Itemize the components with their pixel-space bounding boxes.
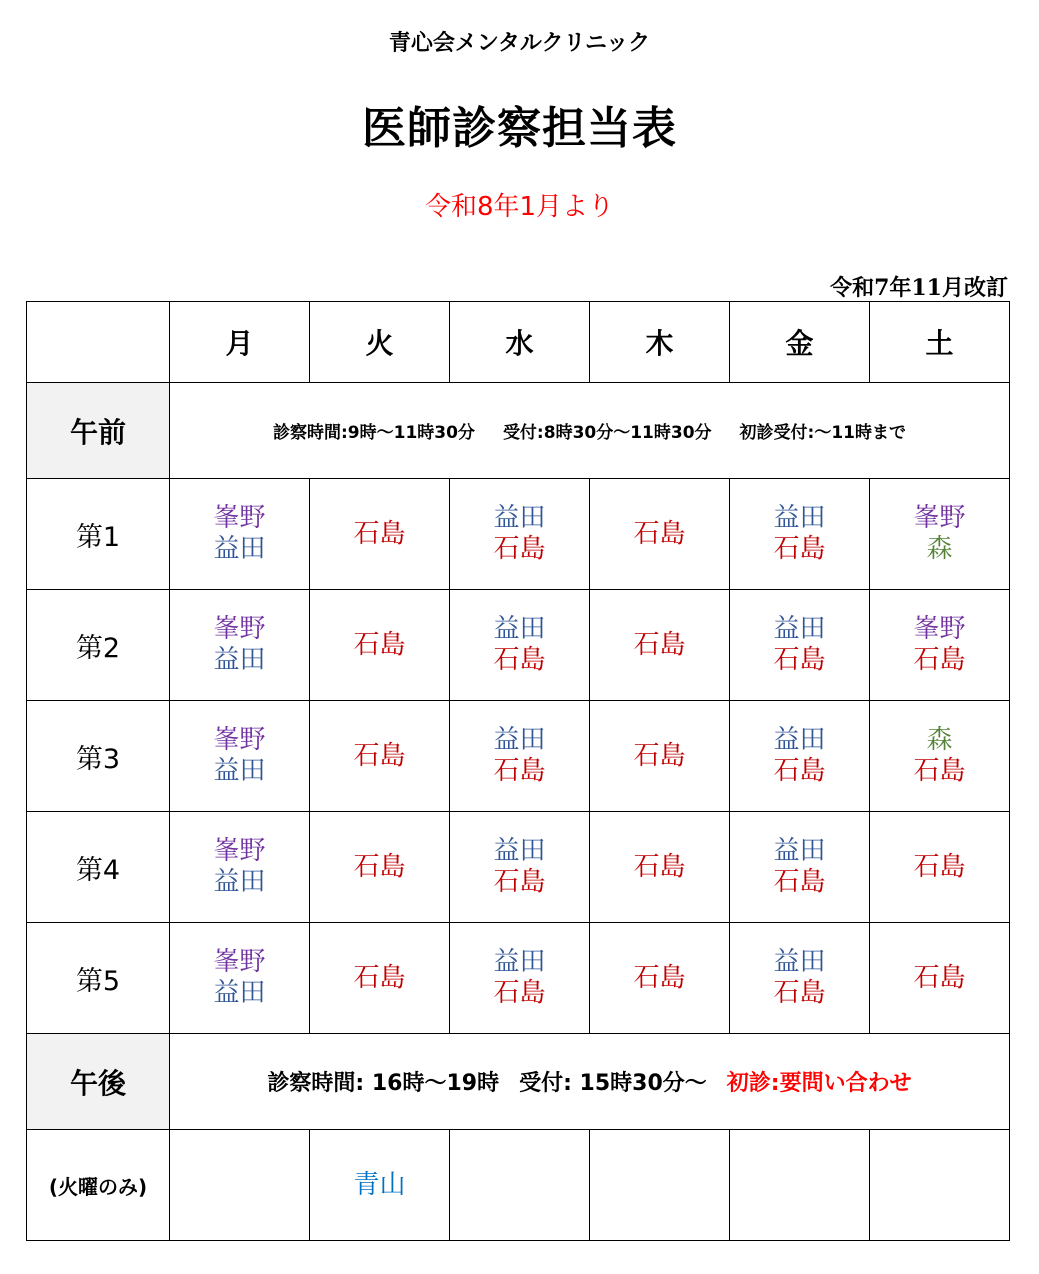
afternoon-new-patient: 初診:要問い合わせ xyxy=(726,1071,912,1096)
schedule-cell-mon xyxy=(170,923,310,1034)
schedule-table xyxy=(26,301,1010,1241)
schedule-cell-sat xyxy=(870,923,1010,1034)
pm-cell-tue xyxy=(310,1130,450,1241)
morning-label: 午前 xyxy=(27,383,170,479)
doctor-name: 石島 xyxy=(633,962,686,993)
doctor-name: 青山 xyxy=(353,1169,406,1200)
week-row xyxy=(27,590,1010,701)
afternoon-label: 午後 xyxy=(27,1034,170,1130)
doctor-name: 益田 xyxy=(213,978,266,1008)
week-row xyxy=(27,701,1010,812)
doctor-name: 石島 xyxy=(353,962,406,993)
week-label: 第3 xyxy=(27,701,170,812)
day-header-tue: 火 xyxy=(310,302,450,383)
week-label: 第4 xyxy=(27,812,170,923)
doctor-name: 石島 xyxy=(353,740,406,771)
doctor-name: 石島 xyxy=(493,756,546,786)
schedule-cell-mon xyxy=(170,479,310,590)
afternoon-reception-hours: 受付: 15時30分〜 xyxy=(519,1071,707,1096)
doctor-name: 石島 xyxy=(633,629,686,660)
afternoon-row xyxy=(27,1034,1010,1130)
schedule-cell-thu xyxy=(590,923,730,1034)
doctor-name: 益田 xyxy=(213,645,266,675)
schedule-cell-fri xyxy=(730,590,870,701)
schedule-cell-mon xyxy=(170,701,310,812)
day-header-fri: 金 xyxy=(730,302,870,383)
day-header-row xyxy=(27,302,1010,383)
schedule-cell-wed xyxy=(450,701,590,812)
effective-date: 令和8年1月より xyxy=(424,192,615,222)
doctor-name: 峯野 xyxy=(213,725,266,755)
revision-date: 令和7年11月改訂 xyxy=(830,275,1008,301)
schedule-cell-wed xyxy=(450,923,590,1034)
day-header-sat: 土 xyxy=(870,302,1010,383)
schedule-cell-sat xyxy=(870,590,1010,701)
doctor-name: 益田 xyxy=(213,534,266,564)
doctor-name: 石島 xyxy=(493,534,546,564)
pm-cell-fri xyxy=(730,1130,870,1241)
morning-new-patient: 初診受付:〜11時まで xyxy=(739,423,907,443)
doctor-name: 石島 xyxy=(913,756,966,786)
doctor-name: 石島 xyxy=(353,629,406,660)
schedule-cell-mon xyxy=(170,812,310,923)
page-title: 医師診察担当表 xyxy=(362,103,677,154)
day-header-mon: 月 xyxy=(170,302,310,383)
doctor-name: 石島 xyxy=(493,645,546,675)
doctor-name: 峯野 xyxy=(213,947,266,977)
doctor-name: 益田 xyxy=(773,836,826,866)
pm-cell-thu xyxy=(590,1130,730,1241)
schedule-cell-thu xyxy=(590,590,730,701)
corner-cell xyxy=(27,302,170,383)
schedule-cell-fri xyxy=(730,479,870,590)
schedule-cell-fri xyxy=(730,923,870,1034)
doctor-name: 益田 xyxy=(493,836,546,866)
doctor-name: 石島 xyxy=(353,851,406,882)
schedule-cell-thu xyxy=(590,701,730,812)
schedule-cell-wed xyxy=(450,479,590,590)
doctor-name: 森 xyxy=(926,725,953,755)
doctor-name: 益田 xyxy=(213,867,266,897)
schedule-cell-fri xyxy=(730,812,870,923)
doctor-name: 石島 xyxy=(493,867,546,897)
pm-cell-mon xyxy=(170,1130,310,1241)
schedule-cell-thu xyxy=(590,479,730,590)
pm-cell-wed xyxy=(450,1130,590,1241)
day-header-thu: 木 xyxy=(590,302,730,383)
doctor-name: 石島 xyxy=(773,534,826,564)
day-header-wed: 水 xyxy=(450,302,590,383)
morning-reception-hours: 受付:8時30分〜11時30分 xyxy=(502,423,712,443)
morning-row xyxy=(27,383,1010,479)
week-row xyxy=(27,923,1010,1034)
week-label: 第5 xyxy=(27,923,170,1034)
schedule-cell-tue xyxy=(310,701,450,812)
schedule-cell-sat xyxy=(870,479,1010,590)
doctor-name: 石島 xyxy=(913,851,966,882)
morning-hours xyxy=(170,383,1010,479)
doctor-name: 峯野 xyxy=(213,503,266,533)
doctor-name: 石島 xyxy=(353,518,406,549)
schedule-cell-sat xyxy=(870,701,1010,812)
doctor-name: 森 xyxy=(926,534,953,564)
pm-cell-sat xyxy=(870,1130,1010,1241)
doctor-name: 峯野 xyxy=(913,614,966,644)
doctor-name: 益田 xyxy=(773,947,826,977)
schedule-cell-mon xyxy=(170,590,310,701)
week-label: 第1 xyxy=(27,479,170,590)
doctor-name: 益田 xyxy=(773,614,826,644)
doctor-name: 石島 xyxy=(773,867,826,897)
doctor-name: 石島 xyxy=(493,978,546,1008)
doctor-name: 峯野 xyxy=(213,614,266,644)
schedule-cell-thu xyxy=(590,812,730,923)
doctor-name: 峯野 xyxy=(913,503,966,533)
schedule-cell-tue xyxy=(310,812,450,923)
doctor-name: 益田 xyxy=(493,614,546,644)
doctor-name: 石島 xyxy=(773,645,826,675)
week-label: 第2 xyxy=(27,590,170,701)
week-row xyxy=(27,812,1010,923)
doctor-name: 益田 xyxy=(773,503,826,533)
clinic-name: 青心会メンタルクリニック xyxy=(388,31,651,56)
tuesday-only-label: (火曜のみ) xyxy=(27,1130,170,1241)
schedule-cell-tue xyxy=(310,590,450,701)
doctor-name: 石島 xyxy=(773,756,826,786)
schedule-cell-tue xyxy=(310,479,450,590)
doctor-name: 石島 xyxy=(913,962,966,993)
weekly-rows xyxy=(27,479,1010,1034)
afternoon-hours xyxy=(170,1034,1010,1130)
doctor-name: 益田 xyxy=(213,756,266,786)
doctor-name: 益田 xyxy=(493,503,546,533)
schedule-cell-fri xyxy=(730,701,870,812)
doctor-name: 石島 xyxy=(913,645,966,675)
doctor-name: 石島 xyxy=(773,978,826,1008)
doctor-name: 石島 xyxy=(633,740,686,771)
afternoon-consult-hours: 診察時間: 16時〜19時 xyxy=(267,1071,500,1096)
schedule-cell-tue xyxy=(310,923,450,1034)
doctor-name: 益田 xyxy=(493,947,546,977)
tuesday-only-row xyxy=(27,1130,1010,1241)
doctor-name: 石島 xyxy=(633,518,686,549)
morning-consult-hours: 診察時間:9時〜11時30分 xyxy=(272,423,475,443)
schedule-cell-wed xyxy=(450,812,590,923)
doctor-name: 益田 xyxy=(773,725,826,755)
week-row xyxy=(27,479,1010,590)
doctor-name: 峯野 xyxy=(213,836,266,866)
doctor-name: 益田 xyxy=(493,725,546,755)
schedule-cell-wed xyxy=(450,590,590,701)
schedule-cell-sat xyxy=(870,812,1010,923)
doctor-name: 石島 xyxy=(633,851,686,882)
